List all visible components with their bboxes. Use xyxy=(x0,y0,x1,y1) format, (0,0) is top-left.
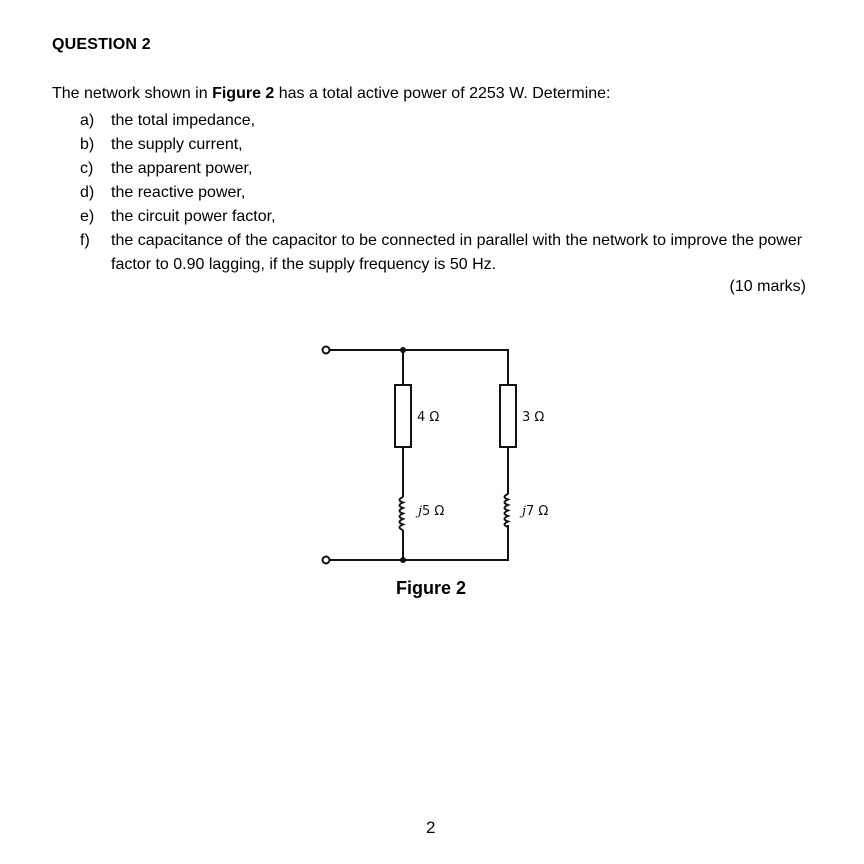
bottom-rail-wire xyxy=(330,525,508,560)
item-letter: d) xyxy=(80,184,95,201)
bottom-junction-dot xyxy=(400,557,406,563)
branch2-resistor xyxy=(500,385,516,447)
page-number: 2 xyxy=(426,818,436,837)
list-item xyxy=(80,157,820,181)
branch2-inductor xyxy=(505,494,509,527)
branch2-j-operator: j xyxy=(522,504,527,519)
question-parts-list xyxy=(80,109,820,277)
branch1-inductor-label xyxy=(415,504,444,519)
top-rail-wire xyxy=(330,350,508,385)
item-letter: a) xyxy=(80,112,95,129)
circuit-diagram xyxy=(300,330,580,575)
bottom-terminal xyxy=(323,557,330,564)
item-text: the total impedance, xyxy=(111,112,256,129)
item-letter: e) xyxy=(80,208,95,225)
item-text: the circuit power factor, xyxy=(111,208,276,225)
branch2-resistor-label: 3 Ω xyxy=(522,410,545,425)
list-item xyxy=(80,109,820,133)
item-text: the supply current, xyxy=(111,136,243,153)
item-letter: f) xyxy=(80,232,90,249)
item-text: the capacitance of the capacitor to be connected in parallel with the network to improve the power factor to 0.90 lagging, if the supply frequency is 50 Hz. xyxy=(111,232,803,273)
top-terminal xyxy=(323,347,330,354)
list-item xyxy=(80,205,820,229)
marks-label: (10 marks) xyxy=(729,278,806,295)
item-text: the reactive power, xyxy=(111,184,246,201)
figure-caption: Figure 2 xyxy=(396,578,467,598)
intro-text-end: has a total active power of 2253 W. Determine: xyxy=(274,85,611,102)
intro-figure-reference: Figure 2 xyxy=(212,85,275,102)
item-letter: c) xyxy=(80,160,94,177)
branch1-resistor xyxy=(395,385,411,447)
list-item xyxy=(80,229,820,277)
question-heading: QUESTION 2 xyxy=(52,36,151,53)
branch1-j-operator: j xyxy=(418,504,423,519)
branch1-resistor-label: 4 Ω xyxy=(417,410,440,425)
branch1-inductor-value: 5 Ω xyxy=(422,504,445,519)
branch1-inductor xyxy=(400,497,404,530)
top-junction-dot xyxy=(400,347,406,353)
item-letter: b) xyxy=(80,136,95,153)
intro-text-start: The network shown in xyxy=(52,85,213,102)
question-intro xyxy=(52,85,610,103)
branch2-inductor-label xyxy=(519,504,548,519)
branch2-inductor-value: 7 Ω xyxy=(526,504,549,519)
list-item xyxy=(80,133,820,157)
list-item xyxy=(80,181,820,205)
item-text: the apparent power, xyxy=(111,160,253,177)
